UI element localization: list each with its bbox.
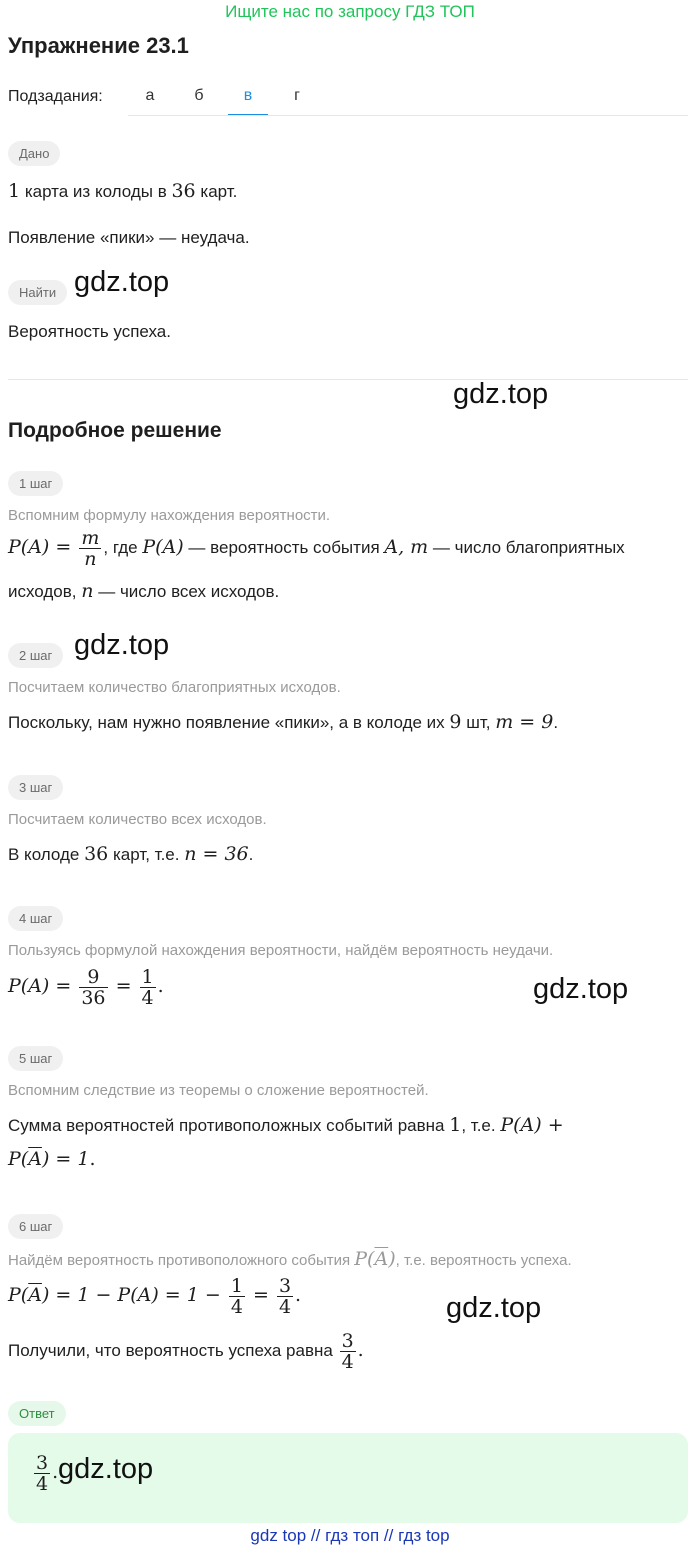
math-expr: P(A) + <box>500 1114 564 1136</box>
step-5-hint: Вспомним следствие из теоремы о сложение вероятностей. <box>8 1082 429 1099</box>
find-chip-wrap <box>8 280 67 305</box>
section-divider <box>8 379 688 380</box>
math-am: A, m <box>384 535 429 558</box>
step-text: , т.е. <box>461 1116 501 1135</box>
math-lhs: P(A) = <box>8 974 78 997</box>
tab-b[interactable]: б <box>194 87 204 104</box>
math-eq: = <box>49 535 78 558</box>
step-text: исходов, <box>8 582 82 601</box>
given-number-36: 36 <box>171 180 196 202</box>
fraction-denominator: 4 <box>278 1296 292 1318</box>
math-36: 36 <box>84 843 109 865</box>
watermark: gdz.top <box>74 266 170 298</box>
watermark: gdz.top <box>453 378 549 410</box>
solution-title: Подробное решение <box>8 419 222 442</box>
math-expr: ) <box>388 1248 396 1270</box>
tab-v-active[interactable]: в <box>228 78 268 116</box>
fraction <box>229 1276 245 1317</box>
fraction <box>79 967 107 1008</box>
step-4-chip-wrap <box>8 906 63 931</box>
step-3-chip-wrap <box>8 775 63 800</box>
find-text: Вероятность успеха. <box>8 322 171 341</box>
answer-chip: Ответ <box>8 1401 66 1426</box>
given-text-a: карта из колоды в <box>20 182 172 201</box>
math-nine: 9 <box>449 711 462 733</box>
given-chip-wrap <box>8 141 60 166</box>
step-4-formula <box>8 967 164 1008</box>
subtasks-label: Подзадания: <box>8 88 103 105</box>
fraction-denominator: 4 <box>141 987 154 1009</box>
fraction <box>277 1276 293 1317</box>
fraction <box>140 967 156 1008</box>
fraction-denominator: 4 <box>36 1473 49 1495</box>
watermark: gdz.top <box>74 629 170 661</box>
math-pa: P(A) <box>142 535 184 558</box>
given-line-2: Появление «пики» — неудача. <box>8 228 250 247</box>
step-2-line <box>8 711 558 733</box>
math-eq: = <box>246 1283 275 1306</box>
watermark: gdz.top <box>533 973 629 1005</box>
step-4-hint: Пользуясь формулой нахождения вероятности, найдём вероятность неудачи. <box>8 942 554 959</box>
step-1-hint: Вспомним формулу нахождения вероятности. <box>8 507 331 524</box>
step-1-line-2 <box>8 580 279 602</box>
given-number: 1 <box>8 180 21 202</box>
step-6-conclusion <box>8 1331 364 1372</box>
step-chip: 5 шаг <box>8 1046 63 1071</box>
math-one: 1 <box>449 1114 462 1136</box>
step-text: шт, <box>461 713 496 732</box>
tab-a[interactable]: а <box>145 87 155 104</box>
fraction-numerator: 1 <box>230 1275 243 1297</box>
step-text: — число благоприятных <box>428 537 625 557</box>
step-6-hint <box>8 1248 572 1270</box>
fraction-denominator: 4 <box>341 1351 354 1373</box>
fraction-numerator: 9 <box>87 966 100 988</box>
math-lhs: P(A) <box>8 535 50 558</box>
answer-box <box>8 1433 688 1523</box>
step-text: Получили, что вероятность успеха равна <box>8 1340 338 1360</box>
step-text: Сумма вероятностей противоположных событий равна <box>8 1116 450 1135</box>
page-title: Упражнение 23.1 <box>8 33 189 58</box>
step-5-line-1 <box>8 1114 564 1136</box>
given-line-1 <box>8 180 237 202</box>
math-expr: n = 36 <box>184 843 249 865</box>
math-a-bar: $\overline{A}$ <box>374 1248 389 1270</box>
step-text: В колоде <box>8 845 85 864</box>
math-dot: . <box>52 1460 59 1483</box>
step-chip: 3 шаг <box>8 775 63 800</box>
step-text: карт, т.е. <box>108 845 185 864</box>
math-a-bar: $\overline{A}$ <box>28 1283 42 1306</box>
math-dot: . <box>295 1283 302 1306</box>
step-text: . <box>553 713 559 732</box>
step-text: — число всех исходов. <box>93 582 280 601</box>
fraction <box>34 1453 50 1494</box>
math-n: n <box>81 580 94 602</box>
fraction <box>79 528 101 569</box>
math-expr: P( <box>8 1283 29 1306</box>
step-6-chip-wrap <box>8 1214 63 1239</box>
answer-chip-wrap <box>8 1401 66 1426</box>
hint-text: , т.е. вероятность успеха. <box>395 1252 572 1269</box>
step-6-formula <box>8 1276 301 1317</box>
step-text: , где <box>103 537 143 557</box>
math-dot: . <box>157 974 164 997</box>
step-chip: 1 шаг <box>8 471 63 496</box>
step-5-chip-wrap <box>8 1046 63 1071</box>
step-5-line-2 <box>8 1148 95 1170</box>
step-chip: 4 шаг <box>8 906 63 931</box>
math-eq: = <box>109 974 138 997</box>
watermark: gdz.top <box>58 1453 154 1485</box>
step-3-line <box>8 843 253 865</box>
fraction-numerator: 1 <box>141 966 154 988</box>
fraction-numerator: 3 <box>36 1452 49 1474</box>
fraction-numerator: m <box>81 527 100 549</box>
fraction-denominator: 36 <box>81 987 106 1009</box>
math-dot: . <box>89 1148 96 1170</box>
tab-g[interactable]: г <box>294 87 300 104</box>
math-expr: P( <box>354 1248 375 1270</box>
footer-links[interactable]: gdz top // гдз топ // гдз top <box>250 1526 450 1545</box>
math-expr: ) = 1 <box>41 1148 90 1170</box>
fraction-numerator: 3 <box>341 1330 354 1352</box>
step-text: Поскольку, нам нужно появление «пики», а в колоде их <box>8 713 450 732</box>
math-a-bar: $\overline{A}$ <box>28 1148 42 1170</box>
math-expr: m = 9 <box>495 711 554 733</box>
step-chip: 2 шаг <box>8 643 63 668</box>
given-text-b: карт. <box>195 182 238 201</box>
find-chip: Найти <box>8 280 67 305</box>
fraction-denominator: 4 <box>230 1296 243 1318</box>
fraction-denominator: n <box>79 548 101 569</box>
given-chip: Дано <box>8 141 60 166</box>
hint-text: Найдём вероятность противоположного события <box>8 1252 355 1269</box>
step-2-chip-wrap <box>8 643 63 668</box>
fraction-numerator: 3 <box>278 1275 292 1297</box>
step-text: — вероятность события <box>183 537 385 557</box>
step-1-formula <box>8 528 625 569</box>
answer-value <box>32 1453 58 1494</box>
step-1-chip-wrap <box>8 471 63 496</box>
step-text: . <box>248 845 254 864</box>
math-expr: ) = 1 − P(A) = 1 − <box>41 1283 227 1306</box>
step-3-hint: Посчитаем количество всех исходов. <box>8 811 267 828</box>
math-expr: P( <box>8 1148 29 1170</box>
top-banner: Ищите нас по запросу ГДЗ ТОП <box>225 2 475 21</box>
watermark: gdz.top <box>446 1292 542 1324</box>
step-chip: 6 шаг <box>8 1214 63 1239</box>
fraction <box>340 1331 356 1372</box>
step-2-hint: Посчитаем количество благоприятных исходов. <box>8 679 341 696</box>
tabs-divider <box>128 115 688 116</box>
math-dot: . <box>357 1338 364 1361</box>
